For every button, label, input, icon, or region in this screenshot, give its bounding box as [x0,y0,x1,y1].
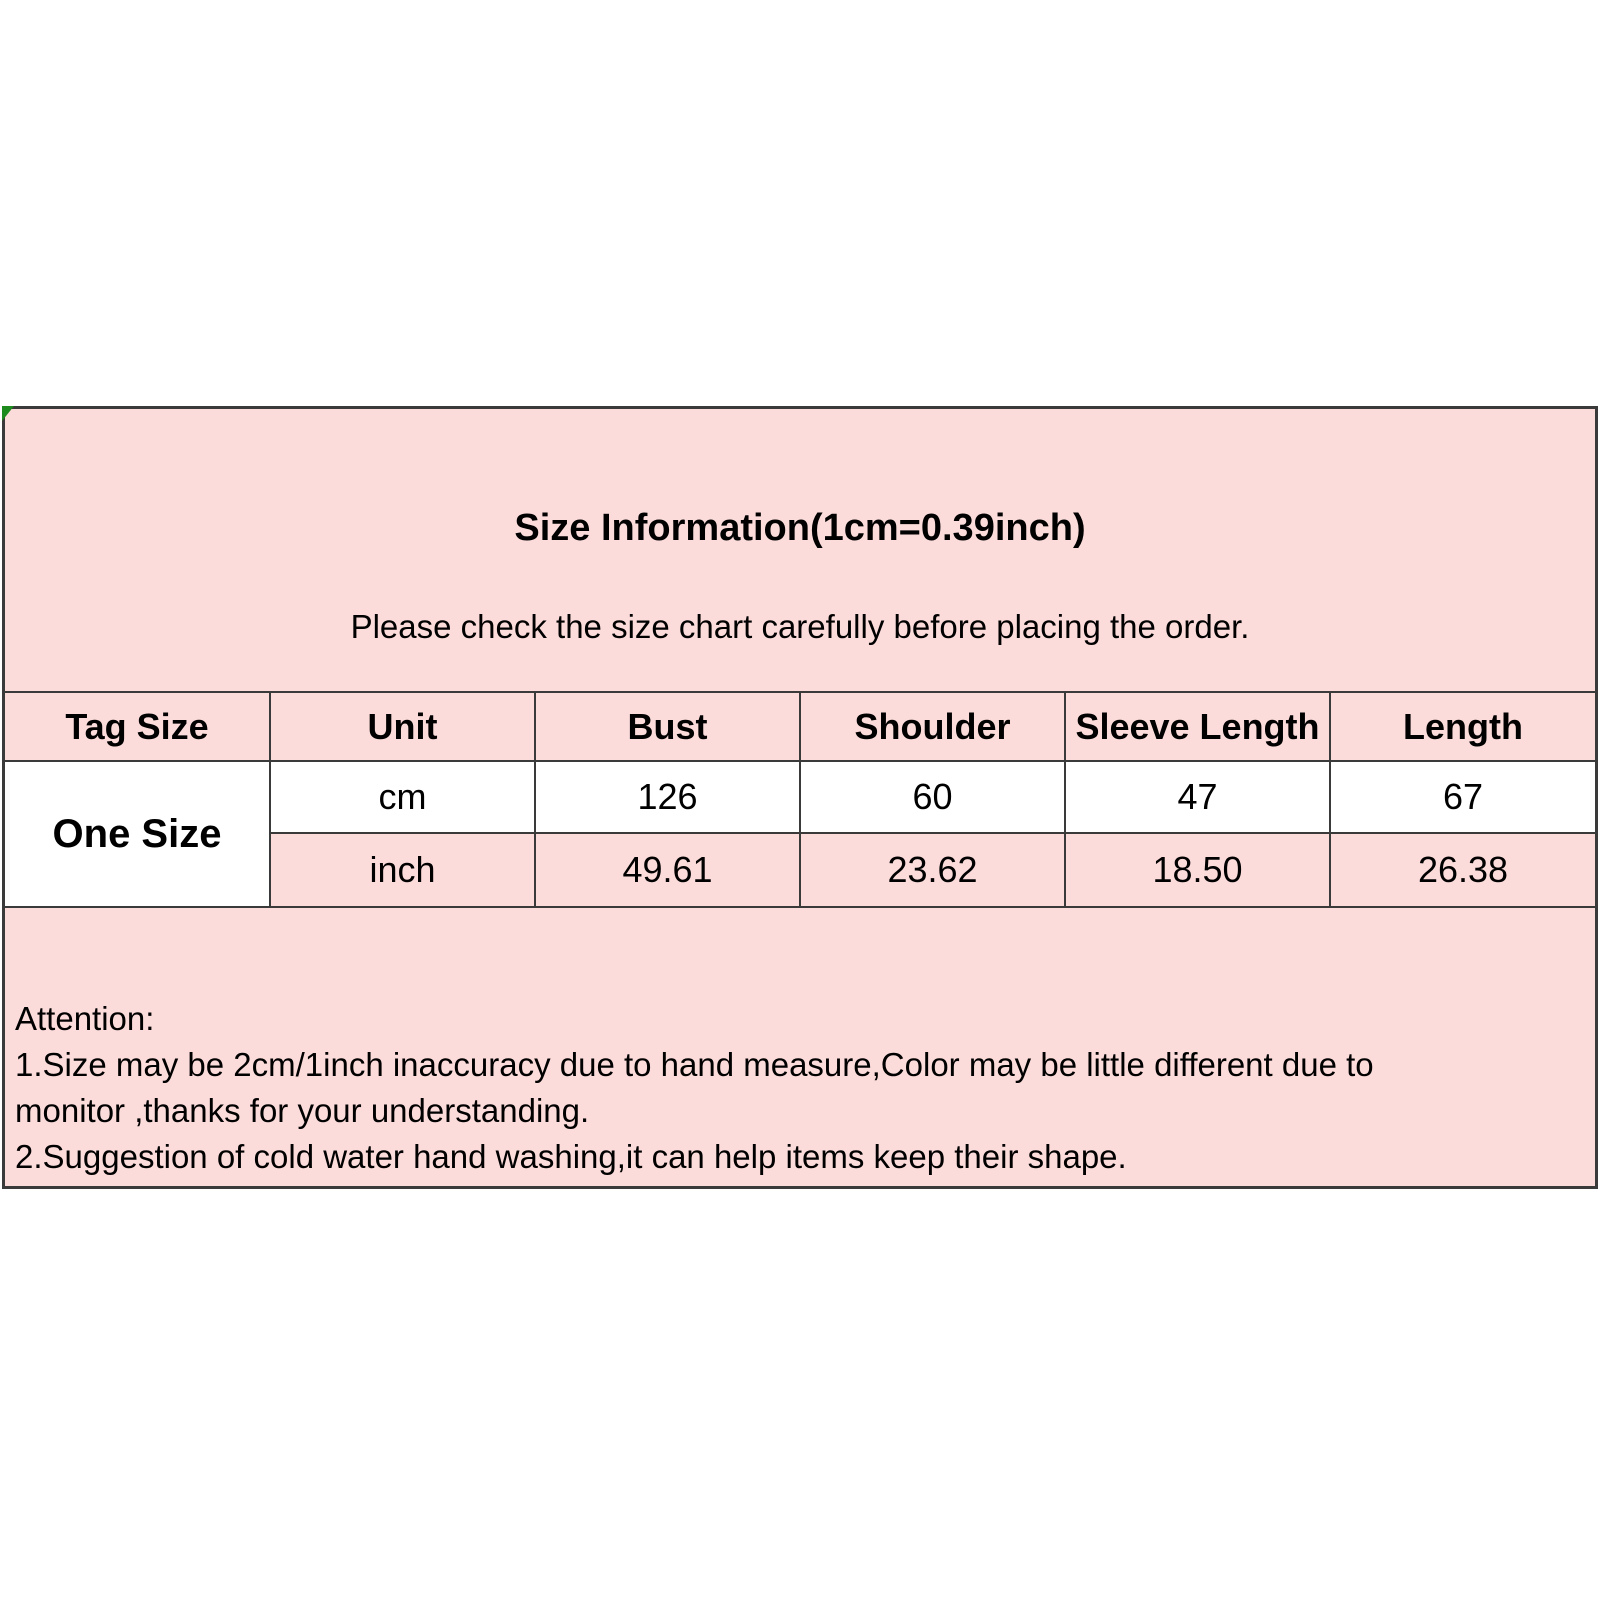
attention-note-2: 2.Suggestion of cold water hand washing,it can help items keep their shape. [15,1138,1127,1175]
attention-section [5,908,1595,1186]
size-table [5,691,1595,908]
size-info-panel [2,406,1598,1189]
size-info-title: Size Information(1cm=0.39inch) [514,507,1086,549]
col-header-length: Length [1330,692,1595,761]
cell-sleeve-length-inch: 18.50 [1065,833,1330,907]
col-header-sleeve-length: Sleeve Length [1065,692,1330,761]
col-header-unit: Unit [270,692,535,761]
header-section [5,409,1595,691]
col-header-tag-size: Tag Size [5,692,270,761]
attention-note-1-cont: monitor ,thanks for your understanding. [15,1092,590,1129]
size-check-note: Please check the size chart carefully before placing the order. [350,608,1250,645]
cell-tag-size: One Size [5,761,270,907]
cell-bust-cm: 126 [535,761,800,833]
cell-length-cm: 67 [1330,761,1595,833]
cell-unit-cm: cm [270,761,535,833]
cell-sleeve-length-cm: 47 [1065,761,1330,833]
col-header-shoulder: Shoulder [800,692,1065,761]
size-table-header-row [5,692,1595,761]
green-corner-icon [2,406,14,421]
cell-shoulder-cm: 60 [800,761,1065,833]
cell-shoulder-inch: 23.62 [800,833,1065,907]
cell-bust-inch: 49.61 [535,833,800,907]
col-header-bust: Bust [535,692,800,761]
cell-unit-inch: inch [270,833,535,907]
size-table-row-cm [5,761,1595,833]
attention-note-1: 1.Size may be 2cm/1inch inaccuracy due to hand measure,Color may be little different due to [15,1046,1374,1083]
cell-length-inch: 26.38 [1330,833,1595,907]
attention-heading: Attention: [15,1000,155,1037]
